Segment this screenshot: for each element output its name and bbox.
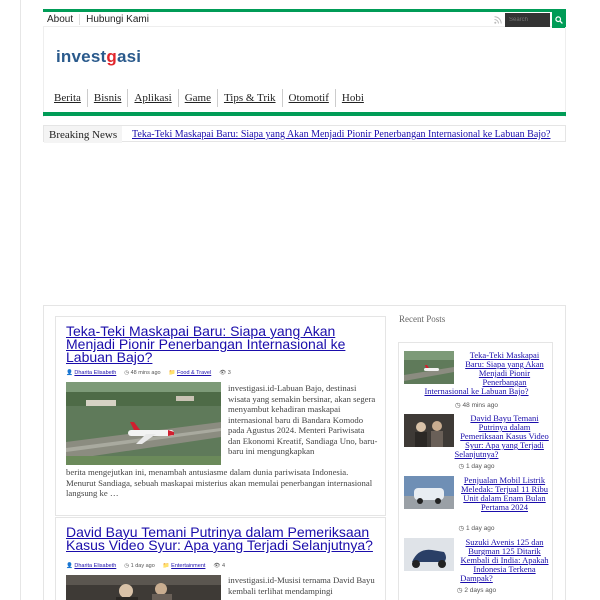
recent-post-time: ◷ 1 day ago <box>458 525 495 532</box>
recent-post-item <box>404 351 549 411</box>
site-header <box>43 27 566 117</box>
recent-post-time: ◷ 48 mins ago <box>455 402 498 409</box>
top-nav-about[interactable]: About <box>47 14 80 25</box>
top-bar <box>43 9 566 27</box>
recent-post-item <box>404 414 549 474</box>
recent-post-item <box>404 476 549 536</box>
recent-post-title[interactable]: Suzuki Avenis 125 dan Burgman 125 Ditarik Kembali di India: Apakah Indonesia Terkena Dampak? <box>460 537 549 583</box>
rss-icon[interactable] <box>494 16 503 25</box>
search-icon <box>555 16 563 24</box>
logo-text-invest: invest <box>56 47 107 66</box>
search-button[interactable] <box>552 12 566 28</box>
post-author-link[interactable]: Dharita Elisabeth <box>74 370 117 376</box>
post-meta <box>66 563 225 569</box>
breaking-news-headline[interactable]: Teka-Teki Maskapai Baru: Siapa yang Akan Menjadi Pionir Penerbangan Internasional ke Labuan Bajo? <box>132 129 551 140</box>
site-logo[interactable] <box>56 47 141 67</box>
post-title[interactable]: David Bayu Temani Putrinya dalam Pemeriksaan Kasus Video Syur: Apa yang Terjadi Selanjutnya? <box>66 524 373 553</box>
post-excerpt: investigasi.id-Musisi ternama David Bayu kembali terlihat mendampingi <box>228 575 375 596</box>
nav-item-tips-trik[interactable]: Tips & Trik <box>218 89 283 107</box>
post-views-count: 4 <box>221 563 225 569</box>
breaking-news-label: Breaking News <box>44 126 122 143</box>
logo-text-g: g <box>106 47 117 66</box>
post-views-count: 3 <box>227 370 231 376</box>
recent-post-item <box>404 538 549 598</box>
recent-post-thumbnail[interactable] <box>404 351 454 384</box>
nav-item-hobi[interactable]: Hobi <box>341 92 364 104</box>
post-card <box>55 316 386 516</box>
nav-item-aplikasi[interactable]: Aplikasi <box>128 89 178 107</box>
recent-post-thumbnail[interactable] <box>404 538 454 571</box>
post-category: 📁 Food & Travel <box>168 370 212 376</box>
post-thumbnail[interactable] <box>66 575 221 600</box>
main-nav <box>48 89 370 107</box>
post-thumbnail[interactable] <box>66 382 221 465</box>
post-category-link[interactable]: Food & Travel <box>176 370 212 376</box>
post-views: 👁 4 <box>213 563 225 569</box>
breaking-news-bar <box>43 125 566 142</box>
top-nav <box>47 14 161 25</box>
page-left-rule <box>20 0 21 600</box>
recent-post-title[interactable]: Penjualan Mobil Listrik Meledak: Terjual 11 Ribu Unit dalam Enam Bulan Pertama 2024 <box>461 475 548 512</box>
post-time-text: 48 mins ago <box>130 370 161 376</box>
nav-item-berita[interactable]: Berita <box>48 89 88 107</box>
post-time: ◷ 1 day ago <box>124 563 155 569</box>
recent-post-thumbnail[interactable] <box>404 414 454 447</box>
nav-divider <box>43 112 566 116</box>
nav-item-game[interactable]: Game <box>179 89 218 107</box>
post-author: 👤 Dharita Elisabeth <box>66 370 117 376</box>
recent-post-title[interactable]: Teka-Teki Maskapai Baru: Siapa yang Akan Menjadi Pionir Penerbangan Internasional ke Labuan Bajo? <box>424 350 544 396</box>
post-card <box>55 517 386 600</box>
sidebar-title: Recent Posts <box>399 314 446 324</box>
post-author-link[interactable]: Dharita Elisabeth <box>74 563 117 569</box>
recent-post-time-text: 2 days ago <box>464 587 497 594</box>
content-area <box>43 305 566 600</box>
recent-post-time: ◷ 1 day ago <box>458 463 495 470</box>
post-time: ◷ 48 mins ago <box>124 370 161 376</box>
recent-post-time-text: 1 day ago <box>465 525 495 532</box>
nav-item-bisnis[interactable]: Bisnis <box>88 89 129 107</box>
recent-post-time-text: 1 day ago <box>465 463 495 470</box>
sidebar <box>397 314 555 594</box>
post-excerpt-continued: berita mengejutkan ini, menambah antusiasme dalam dunia pariwisata Indonesia. Menurut Sandiaga, sebuah maskapai misterius akan memulai penerbangan internasional langsung ke … <box>66 467 373 498</box>
post-title[interactable]: Teka-Teki Maskapai Baru: Siapa yang Akan Menjadi Pionir Penerbangan Internasional ke Labuan Bajo? <box>66 323 346 365</box>
post-category-link[interactable]: Entertainment <box>171 563 206 569</box>
recent-posts-widget <box>398 342 553 600</box>
recent-post-title[interactable]: David Bayu Temani Putrinya dalam Pemeriksaan Kasus Video Syur: Apa yang Terjadi Selanjutnya? <box>454 413 549 459</box>
post-meta <box>66 370 231 376</box>
recent-post-thumbnail[interactable] <box>404 476 454 509</box>
post-time-text: 1 day ago <box>130 563 155 569</box>
recent-post-time: ◷ 2 days ago <box>456 587 497 594</box>
nav-item-otomotif[interactable]: Otomotif <box>283 89 336 107</box>
top-nav-hubungi-kami[interactable]: Hubungi Kami <box>86 14 149 25</box>
search-input[interactable] <box>505 13 550 27</box>
post-category: 📁 Entertainment <box>162 563 206 569</box>
post-views: 👁 3 <box>219 370 231 376</box>
post-excerpt: investigasi.id-Labuan Bajo, destinasi wisata yang semakin bersinar, akan segera menyambut kehadiran maskapai internasional baru di Bandara Komodo pada Agustus 2024. Menteri Pariwisata dan Ekonomi Kreatif, Sandiaga Uno, baru-baru ini mengungkapkan <box>228 383 378 456</box>
logo-text-asi: asi <box>116 47 142 66</box>
post-author: 👤 Dharita Elisabeth <box>66 563 117 569</box>
recent-post-time-text: 48 mins ago <box>462 402 498 409</box>
